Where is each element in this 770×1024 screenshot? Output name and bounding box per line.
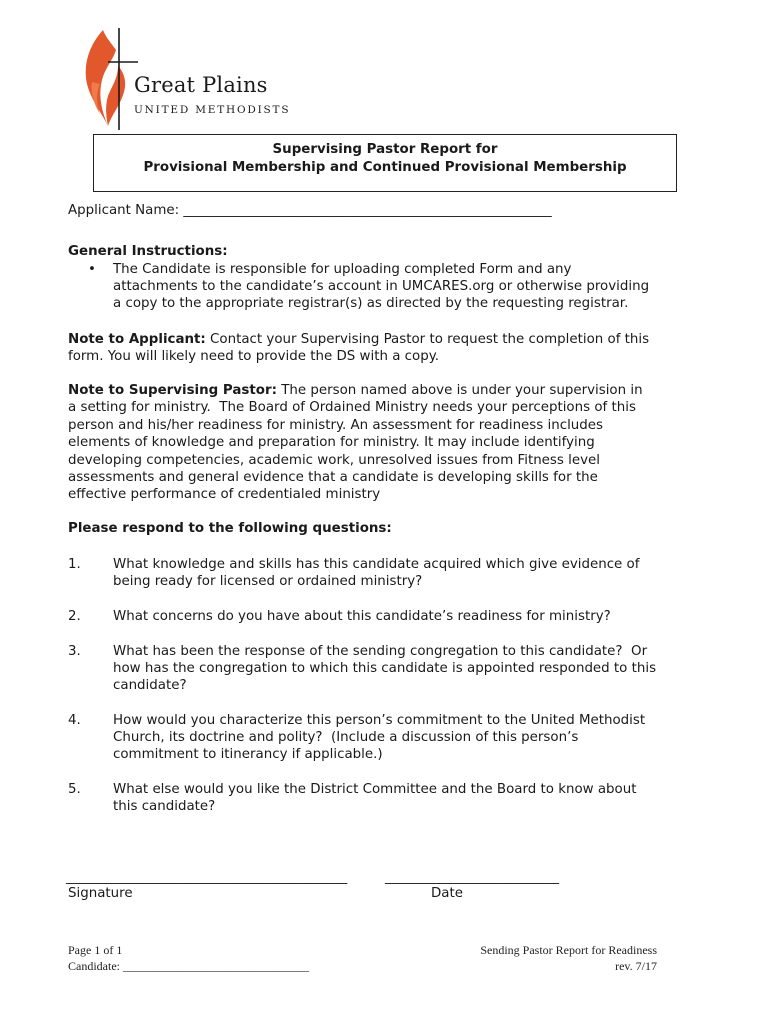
- form-title-line2: Provisional Membership and Continued Provisional Membership: [143, 160, 627, 175]
- bullet-icon: •: [88, 262, 96, 277]
- logo-title: Great Plains: [134, 73, 268, 97]
- signature-line[interactable]: __________________________________________: [66, 870, 348, 885]
- instruction-line: The Candidate is responsible for uploading completed Form and any: [113, 262, 572, 277]
- note-to-pastor-text: person and his/her readiness for ministry. An assessment for readiness includes: [68, 418, 603, 433]
- note-to-pastor: [68, 382, 643, 399]
- candidate-field[interactable]: Candidate: _______________________________: [68, 959, 309, 973]
- note-to-pastor-text: elements of knowledge and preparation for ministry. It may include identifying: [68, 435, 595, 450]
- date-line[interactable]: __________________________: [385, 870, 560, 885]
- form-title-line1: Supervising Pastor Report for: [272, 142, 498, 157]
- page-number: Page 1 of 1: [68, 943, 123, 957]
- form-title-box: [93, 134, 677, 192]
- instruction-line: attachments to the candidate’s account in UMCARES.org or otherwise providing: [113, 279, 650, 294]
- note-to-pastor-text: The person named above is under your supervision in: [276, 383, 643, 398]
- questions-heading: Please respond to the following questions:: [68, 521, 392, 536]
- note-to-pastor-text: effective performance of credentialed ministry: [68, 487, 381, 502]
- note-to-applicant: [68, 331, 649, 348]
- revision-date: rev. 7/17: [615, 959, 657, 973]
- question-number: 3.: [68, 644, 81, 659]
- question-text: Church, its doctrine and polity? (Include a discussion of this person’s: [113, 730, 579, 745]
- general-instructions-heading: General Instructions:: [68, 244, 228, 259]
- date-label: Date: [431, 886, 464, 901]
- question-text: this candidate?: [113, 799, 216, 814]
- logo-subtitle: UNITED METHODISTS: [134, 104, 291, 116]
- note-to-applicant-text: form. You will likely need to provide the DS with a copy.: [68, 349, 440, 364]
- note-to-applicant-text: Contact your Supervising Pastor to request the completion of this: [205, 332, 650, 347]
- question-number: 2.: [68, 609, 81, 624]
- question-text: commitment to itinerancy if applicable.): [113, 747, 383, 762]
- question-text: candidate?: [113, 678, 187, 693]
- question-text: What concerns do you have about this candidate’s readiness for ministry?: [113, 609, 611, 624]
- question-text: What has been the response of the sending congregation to this candidate? Or: [113, 644, 648, 659]
- note-to-pastor-text: a setting for ministry. The Board of Ordained Ministry needs your perceptions of this: [68, 400, 636, 415]
- note-to-applicant-label: Note to Applicant:: [68, 332, 206, 347]
- signature-label: Signature: [68, 886, 133, 901]
- question-text: being ready for licensed or ordained ministry?: [113, 574, 423, 589]
- question-text: How would you characterize this person’s commitment to the United Methodist: [113, 713, 646, 728]
- question-number: 1.: [68, 557, 81, 572]
- note-to-pastor-text: assessments and general evidence that a candidate is developing skills for the: [68, 470, 598, 485]
- question-text: What else would you like the District Committee and the Board to know about: [113, 782, 637, 797]
- note-to-pastor-label: Note to Supervising Pastor:: [68, 383, 277, 398]
- report-name: Sending Pastor Report for Readiness: [480, 943, 657, 957]
- note-to-pastor-text: developing competencies, academic work, unresolved issues from Fitness level: [68, 453, 600, 468]
- applicant-name-field[interactable]: Applicant Name: _______________________________________________________: [68, 203, 552, 218]
- question-number: 4.: [68, 713, 81, 728]
- instruction-line: a copy to the appropriate registrar(s) as directed by the requesting registrar.: [113, 296, 629, 311]
- question-number: 5.: [68, 782, 81, 797]
- question-text: What knowledge and skills has this candidate acquired which give evidence of: [113, 557, 640, 572]
- question-text: how has the congregation to which this candidate is appointed responded to this: [113, 661, 657, 676]
